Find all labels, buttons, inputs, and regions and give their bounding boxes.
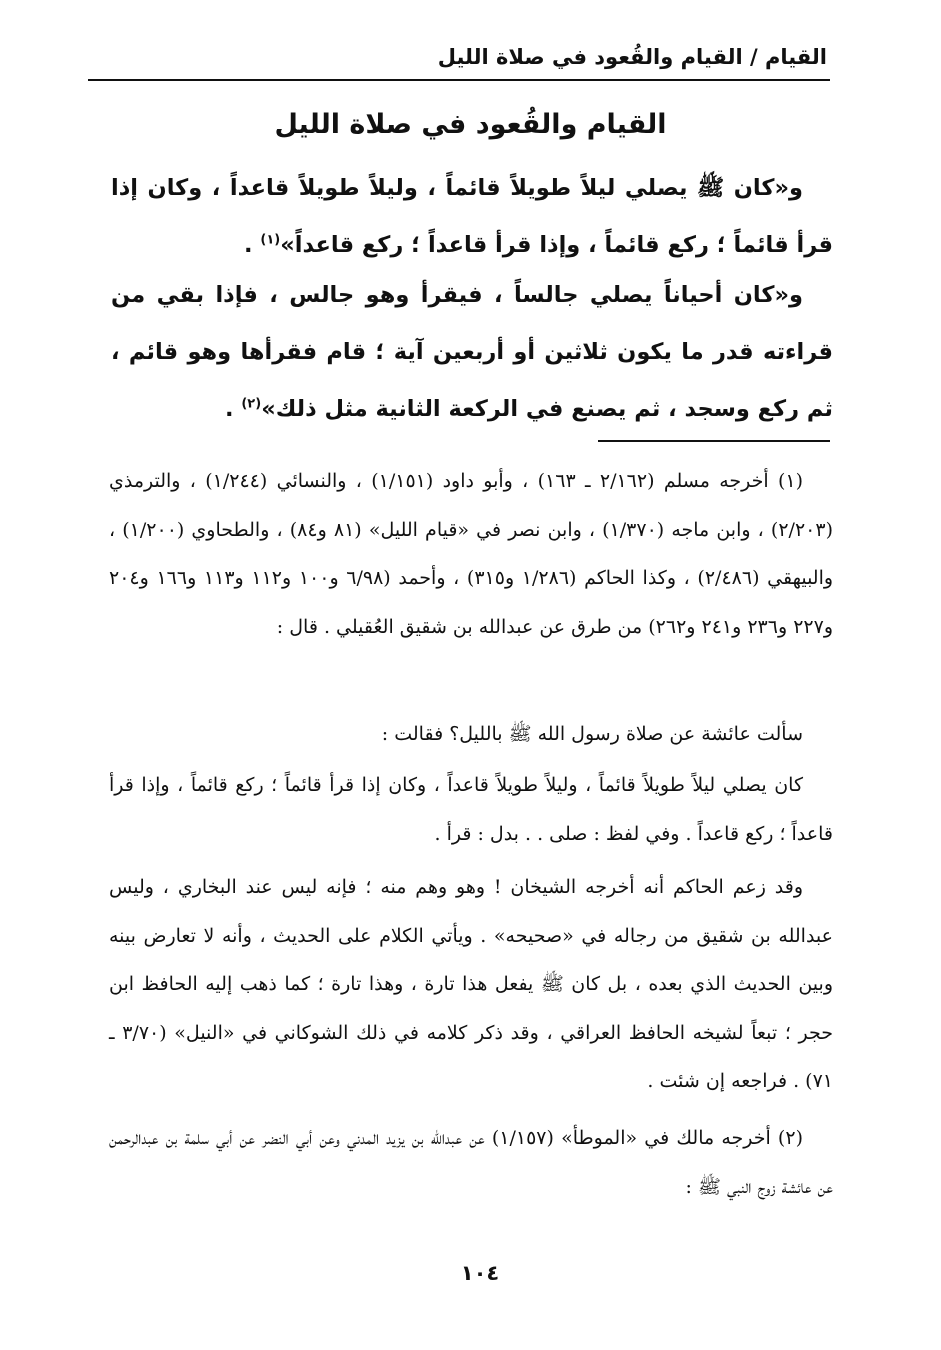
main-paragraph-2 — [111, 267, 833, 438]
footnote-ref-2: (٢) — [241, 396, 262, 412]
footnote-separator — [598, 440, 830, 442]
page-number: ١٠٤ — [460, 1261, 500, 1285]
footnote-1-quote-question: سألت عائشة عن صلاة رسول الله ﷺ بالليل؟ فقالت : — [381, 723, 803, 745]
footnote-1-commentary: وقد زعم الحاكم أنه أخرجه الشيخان ! وهو وهم منه ؛ فإنه ليس عند البخاري ، وليس عبدالله بن شقيق من رجاله في «صحيحه» . ويأتي الكلام على الحديث ، وأنه لا تعارض بينه وبين الحديث الذي بعده ، بل كان ﷺ يفعل هذا تارة ، وهذا تارة ؛ كما ذهب إليه الحافظ ابن حجر ؛ تبعاً لشيخه الحافظ العراقي ، وقد ذكر كلامه في ذلك الشوكاني في «النيل» (٣/٧٠ ـ ٧١) . فراجعه إن شئت . — [109, 876, 834, 1092]
main-paragraph-1 — [111, 160, 833, 274]
main-paragraph-1-end: . — [244, 232, 261, 258]
footnote-ref-1: (١) — [260, 232, 281, 248]
header-rule — [88, 79, 830, 81]
section-title: القيام والقُعود في صلاة الليل — [274, 109, 667, 140]
main-paragraph-2-end: . — [224, 396, 242, 422]
footnote-1: (١) أخرجه مسلم (٢/١٦٢ ـ ١٦٣) ، وأبو داود (١/١٥١) ، والنسائي (١/٢٤٤) ، والترمذي (٢/٢٠٣) ، وابن ماجه (١/٣٧٠) ، وابن نصر في «قيام الليل» (٨١ و٨٤) ، والطحاوي (١/٢٠٠) ، والبيهقي (٢/٤٨٦) ، وكذا الحاكم (١/٢٨٦ و٣١٥) ، وأحمد (٦/٩٨ و١٠٠ و١١٢ و١١٣ و١٦٦ و٢٠٤ و٢٢٧ و٢٣٦ و٢٤١ و٢٦٢) من طرق عن عبدالله بن شقيق العُقيلي . قال : — [109, 470, 834, 638]
main-paragraph-2-text: و«كان أحياناً يصلي جالساً ، فيقرأ وهو جالس ، فإذا بقي من قراءته قدر ما يكون ثلاثين أو أربعين آية ؛ قام فقرأها وهو قائم ، ثم ركع وسجد ، ثم يصنع في الركعة الثانية مثل ذلك» — [111, 282, 833, 422]
main-paragraph-1-text: و«كان ﷺ يصلي ليلاً طويلاً قائماً ، وليلاً طويلاً قاعداً ، وكان إذا قرأ قائماً ؛ ركع قائماً ، وإذا قرأ قاعداً ؛ ركع قاعداً» — [111, 175, 833, 258]
running-header: القيام / القيام والقُعود في صلاة الليل — [437, 45, 827, 69]
footnote-1-quote-answer: كان يصلي ليلاً طويلاً قائماً ، وليلاً طويلاً قاعداً ، وكان إذا قرأ قائماً ؛ ركع قائماً ، وإذا قرأ قاعداً ؛ ركع قاعداً . وفي لفظ : صلى . . بدل : قرأ . — [109, 774, 833, 845]
footnote-2: (٢) أخرجه مالك في «الموطأ» (١/١٥٧) عن عبدالله بن يزيد المدني وعن أبي النضر عن أبي سلمة بن عبدالرحمن عن عائشة زوج النبي ﷺ : — [109, 1127, 833, 1198]
